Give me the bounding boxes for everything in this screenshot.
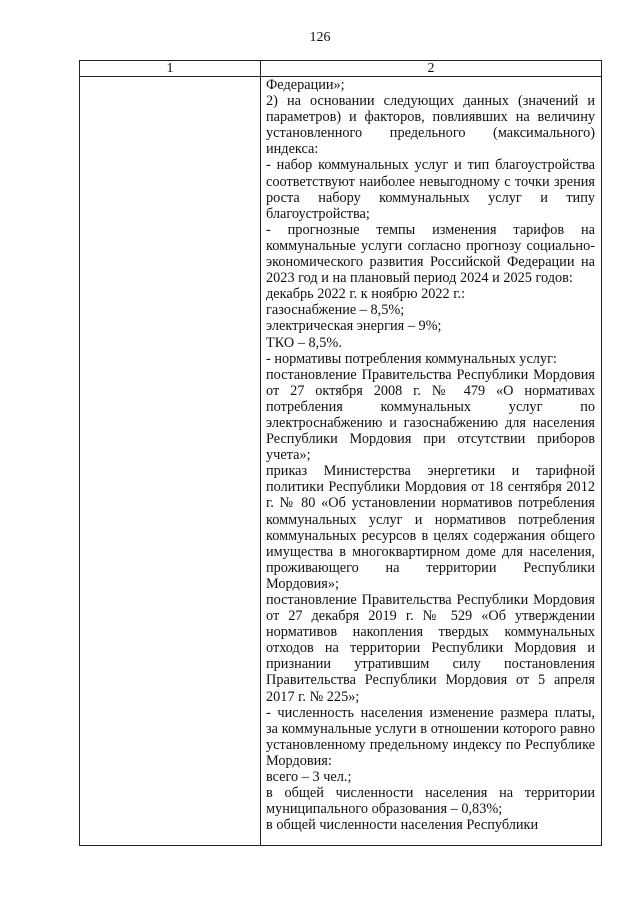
content-table: [79, 60, 602, 846]
paragraph-period: декабрь 2022 г. к ноябрю 2022 г.:: [266, 286, 466, 303]
page-number: 126: [309, 30, 331, 45]
paragraph-gas: газоснабжение – 8,5%;: [266, 302, 405, 319]
paragraph-norms: - нормативы потребления коммунальных услуг:: [266, 350, 557, 367]
left-cell: [80, 77, 261, 846]
paragraph-municipal-share: в общей численности населения на территории муниципального образования – 0,83%;: [266, 785, 595, 818]
right-cell: [261, 77, 602, 846]
paragraph-resolution-529: постановление Правительства Республики Мордовия от 27 декабря 2019 г. № 529 «Об утверждении нормативов накопления твердых коммунальных отходов на территории Республики Мордовия и признании утратившим силу постановления Правительства Республики Мордовия от 5 апреля 2017 г. № 225»;: [266, 592, 595, 705]
paragraph-services-set: - набор коммунальных услуг и тип благоустройства соответствуют наиболее невыгодному с точки зрения роста набору коммунальных услуг и типу благоустройства;: [266, 157, 595, 222]
paragraph-republic-share: в общей численности населения Республики: [266, 817, 539, 834]
paragraph-electricity: электрическая энергия – 9%;: [266, 318, 442, 335]
paragraph-tko: ТКО – 8,5%.: [266, 334, 342, 351]
paragraph-basis: 2) на основании следующих данных (значений и параметров) и факторов, повлиявших на величину установленного предельного (максимального) индекса:: [266, 93, 595, 158]
table-header-row: [80, 61, 602, 77]
table-row: [80, 77, 602, 846]
paragraph-order-80: приказ Министерства энергетики и тарифной политики Республики Мордовия от 18 сентября 2012 г. № 80 «Об установлении нормативов потребления коммунальных услуг и нормативов потребления коммунальных ресурсов в целях содержания общего имущества в многоквартирном доме для населения, проживающего на территории Республики Мордовия»;: [266, 463, 595, 592]
paragraph-population: - численность населения изменение размера платы, за коммунальные услуги в отношении которого равно установленному предельному индексу по Республике Мордовия:: [266, 704, 595, 769]
column-header-1: 1: [80, 61, 261, 77]
column-header-2: 2: [261, 61, 602, 77]
paragraph-federation-end: Федерации»;: [266, 77, 345, 93]
paragraph-resolution-479: постановление Правительства Республики Мордовия от 27 октября 2008 г. № 479 «О нормативах потребления коммунальных услуг по электроснабжению и газоснабжению для населения Республики Мордовия при отсутствии приборов учета»;: [266, 366, 595, 464]
paragraph-total: всего – 3 чел.;: [266, 769, 352, 786]
paragraph-tariff-forecast: - прогнозные темпы изменения тарифов на коммунальные услуги согласно прогнозу социально-экономического развития Российской Федерации на 2023 год и на плановый период 2024 и 2025 годов:: [266, 221, 595, 287]
